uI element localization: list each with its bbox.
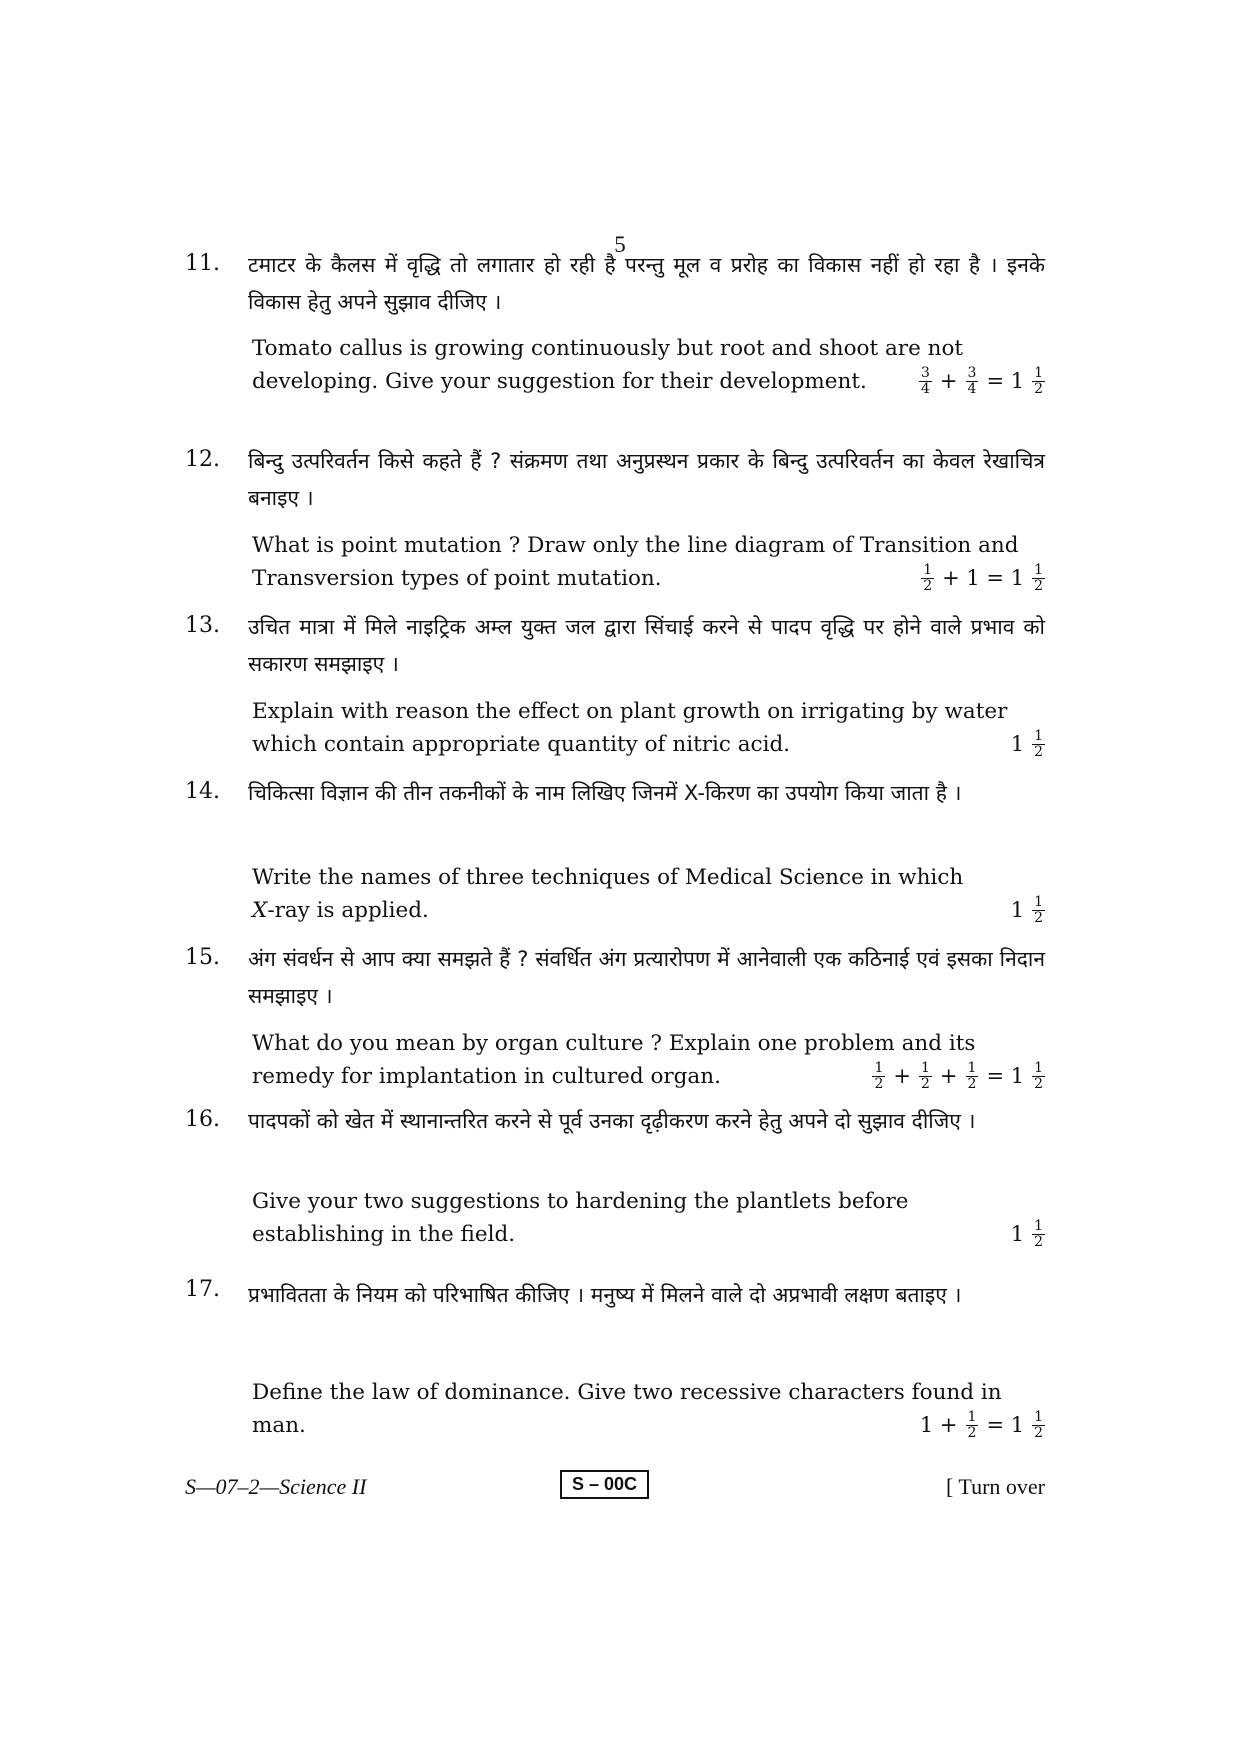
question-number: 17. — [185, 1277, 220, 1302]
question-14 — [185, 775, 1045, 926]
question-english-text — [252, 1027, 1045, 1093]
english-line-1: Explain with reason the effect on plant growth on irrigating by water — [252, 699, 1008, 724]
english-line-1: Write the names of three techniques of Medical Science in which — [252, 865, 964, 890]
question-english-text — [252, 695, 1045, 761]
question-hindi-text: टमाटर के कैलस में वृद्धि तो लगातार हो रही है परन्तु मूल व प्ररोह का विकास नहीं हो रहा है । इनके विकास हेतु अपने सुझाव दीजिए । — [248, 253, 1045, 314]
english-line-2 — [252, 1409, 1045, 1442]
english-line-2-text: X-ray is applied. — [252, 898, 429, 923]
english-line-1: Tomato callus is growing continuously but root and shoot are not — [252, 336, 964, 361]
question-hindi-text: पादपकों को खेत में स्थानान्तरित करने से पूर्व उनका दृढ़ीकरण करने हेतु अपने दो सुझाव दीजिए । — [248, 1109, 976, 1133]
marks: $\frac{3}{4}$ + $\frac{3}{4}$ = 1 $\frac{1}{2}$ — [920, 365, 1043, 397]
fraction: $\frac{3}{4}$ — [967, 365, 977, 397]
marks: 1 $\frac{1}{2}$ — [1010, 1218, 1043, 1250]
english-line-2-text: establishing in the field. — [252, 1222, 516, 1247]
fraction: $\frac{3}{4}$ — [920, 365, 930, 397]
english-line-2-text: Transversion types of point mutation. — [252, 566, 662, 591]
turn-over-label: [ Turn over — [945, 1474, 1045, 1499]
english-line-1: What do you mean by organ culture ? Explain one problem and its — [252, 1031, 976, 1056]
marks: $\frac{1}{2}$ + $\frac{1}{2}$ + $\frac{1}{2}$ = 1 $\frac{1}{2}$ — [874, 1060, 1043, 1092]
english-line-2-text: man. — [252, 1413, 306, 1438]
page-number: 5 — [614, 232, 626, 257]
question-12 — [185, 443, 1045, 594]
english-line-2-text: which contain appropriate quantity of nitric acid. — [252, 732, 791, 757]
english-line-2-text: developing. Give your suggestion for their development. — [252, 369, 867, 394]
question-english-text — [252, 332, 1045, 398]
question-hindi-text: प्रभावितता के नियम को परिभाषित कीजिए । मनुष्य में मिलने वाले दो अप्रभावी लक्षण बताइए । — [248, 1283, 962, 1307]
question-16 — [185, 1103, 1045, 1250]
question-english-text — [252, 861, 1045, 927]
marks: 1 $\frac{1}{2}$ — [1010, 894, 1043, 926]
question-hindi-text: बिन्दु उत्परिवर्तन किसे कहते हैं ? संक्रमण तथा अनुप्रस्थन प्रकार के बिन्दु उत्परिवर्तन का केवल रेखाचित्र बनाइए । — [248, 449, 1045, 510]
question-english-text — [252, 1185, 1045, 1251]
fraction: $\frac{1}{2}$ — [967, 1409, 977, 1441]
question-17 — [185, 1273, 1045, 1441]
question-english-text — [252, 1376, 1045, 1442]
fraction: $\frac{1}{2}$ — [874, 1060, 884, 1092]
fraction: $\frac{1}{2}$ — [1034, 1218, 1043, 1250]
marks: 1 $\frac{1}{2}$ — [1010, 728, 1043, 760]
english-line-1: Define the law of dominance. Give two recessive characters found in — [252, 1380, 1002, 1405]
question-english-text — [252, 529, 1045, 595]
fraction: $\frac{1}{2}$ — [1034, 365, 1043, 397]
english-line-2 — [252, 1218, 1045, 1251]
question-15 — [185, 941, 1045, 1092]
question-hindi-text: चिकित्सा विज्ञान की तीन तकनीकों के नाम लिखिए जिनमें X-किरण का उपयोग किया जाता है । — [248, 781, 962, 805]
question-hindi-text: उचित मात्रा में मिले नाइट्रिक अम्ल युक्त जल द्वारा सिंचाई करने से पादप वृद्धि पर होने वाले प्रभाव को सकारण समझाइए । — [248, 615, 1045, 676]
english-line-1: What is point mutation ? Draw only the line diagram of Transition and — [252, 533, 1019, 558]
question-number: 14. — [185, 779, 220, 804]
series-code-box: S – 00C — [560, 1470, 649, 1499]
fraction: $\frac{1}{2}$ — [967, 1060, 977, 1092]
fraction: $\frac{1}{2}$ — [1034, 1409, 1043, 1441]
fraction: $\frac{1}{2}$ — [1034, 728, 1043, 760]
english-line-1: Give your two suggestions to hardening the plantlets before — [252, 1189, 909, 1214]
marks: $\frac{1}{2}$ + 1 = 1 $\frac{1}{2}$ — [923, 562, 1043, 594]
question-hindi-text: अंग संवर्धन से आप क्या समझते हैं ? संवर्धित अंग प्रत्यारोपण में आनेवाली एक कठिनाई एवं इसका निदान समझाइए । — [248, 947, 1045, 1008]
question-13 — [185, 609, 1045, 760]
fraction: $\frac{1}{2}$ — [1034, 1060, 1043, 1092]
fraction: $\frac{1}{2}$ — [920, 1060, 930, 1092]
paper-code: S—07–2—Science II — [185, 1474, 367, 1499]
fraction: $\frac{1}{2}$ — [923, 562, 933, 594]
english-line-2-text: remedy for implantation in cultured organ. — [252, 1064, 721, 1089]
english-line-2 — [252, 894, 1045, 927]
question-number: 13. — [185, 613, 220, 638]
fraction: $\frac{1}{2}$ — [1034, 894, 1043, 926]
question-number: 12. — [185, 447, 220, 472]
page-footer — [185, 1470, 1045, 1506]
english-line-2 — [252, 1060, 1045, 1093]
fraction: $\frac{1}{2}$ — [1034, 562, 1043, 594]
question-number: 16. — [185, 1107, 220, 1132]
marks: 1 + $\frac{1}{2}$ = 1 $\frac{1}{2}$ — [919, 1409, 1043, 1441]
question-number: 15. — [185, 945, 220, 970]
english-line-2 — [252, 562, 1045, 595]
english-line-2 — [252, 365, 1045, 398]
english-line-2 — [252, 728, 1045, 761]
question-11 — [185, 247, 1045, 397]
question-number: 11. — [185, 251, 220, 276]
